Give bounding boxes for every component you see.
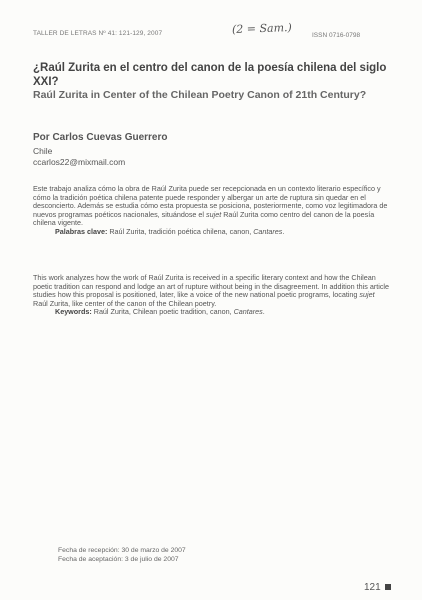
keywords-spanish-end: . <box>282 226 285 236</box>
abstract-spanish-text-end: Raúl Zurita como centro del canon de la poesía chilena vigente. <box>33 209 375 228</box>
keywords-english-label: Keywords: <box>55 307 92 317</box>
publication-dates <box>58 546 186 564</box>
keywords-english <box>33 308 389 317</box>
date-received: Fecha de recepción: 30 de marzo de 2007 <box>58 547 186 554</box>
abstract-spanish-emphasis: sujet <box>206 209 222 219</box>
abstract-english-text: This work analyzes how the work of Raúl Zurita is received in a specific literary context and how the Chilean poetic tradition can respond and lodge an art of rupture without being in the disagreement. In addition this article studies how this proposal is positioned, later, like a voice of the new national poetic programs, locating <box>33 273 390 300</box>
keywords-english-emphasis: Cantares <box>233 307 263 317</box>
abstract-spanish <box>33 185 389 237</box>
author-byline: Por Carlos Cuevas Guerrero <box>33 132 168 143</box>
square-bullet-icon <box>385 584 391 590</box>
keywords-spanish-list: Raúl Zurita, tradición poética chilena, canon, <box>107 226 254 236</box>
author-email: ccarlos22@mixmail.com <box>33 157 126 167</box>
page-number <box>364 582 391 593</box>
abstract-english <box>33 274 389 317</box>
abstract-english-text-end: Raúl Zurita, like center of the canon of the Chilean poetry. <box>33 298 217 308</box>
handwritten-note: (2 = Sam.) <box>231 20 293 37</box>
abstract-english-emphasis: sujet <box>359 290 375 300</box>
journal-header: TALLER DE LETRAS Nº 41: 121-129, 2007 <box>33 30 163 37</box>
keywords-spanish-emphasis: Cantares <box>253 226 283 236</box>
date-accepted: Fecha de aceptación: 3 de julio de 2007 <box>58 556 179 563</box>
keywords-english-end: . <box>262 307 265 317</box>
author-country: Chile <box>33 146 53 156</box>
keywords-spanish-label: Palabras clave: <box>55 226 108 236</box>
keywords-spanish <box>33 228 389 237</box>
article-title-spanish: ¿Raúl Zurita en el centro del canon de la poesía chilena del siglo XXI? <box>33 62 387 88</box>
abstract-spanish-text: Este trabajo analiza cómo la obra de Raúl Zurita puede ser recepcionada en un contexto literario específico y cómo la tradición poética chilena patente puede responder y albergar un arte de ruptura sin quedar en el desconcierto. Además se estudia cómo esta propuesta se posiciona, posteriormente, como voz legitimadora de nuevos programas poéticos nacionales, situándose el <box>33 184 388 219</box>
article-title-english: Raúl Zurita in Center of the Chilean Poetry Canon of 21th Century? <box>33 89 367 101</box>
page-number-text: 121 <box>364 582 381 593</box>
keywords-english-list: Raúl Zurita, Chilean poetic tradition, canon, <box>91 307 234 317</box>
issn-number: ISSN 0716-0798 <box>312 32 361 39</box>
